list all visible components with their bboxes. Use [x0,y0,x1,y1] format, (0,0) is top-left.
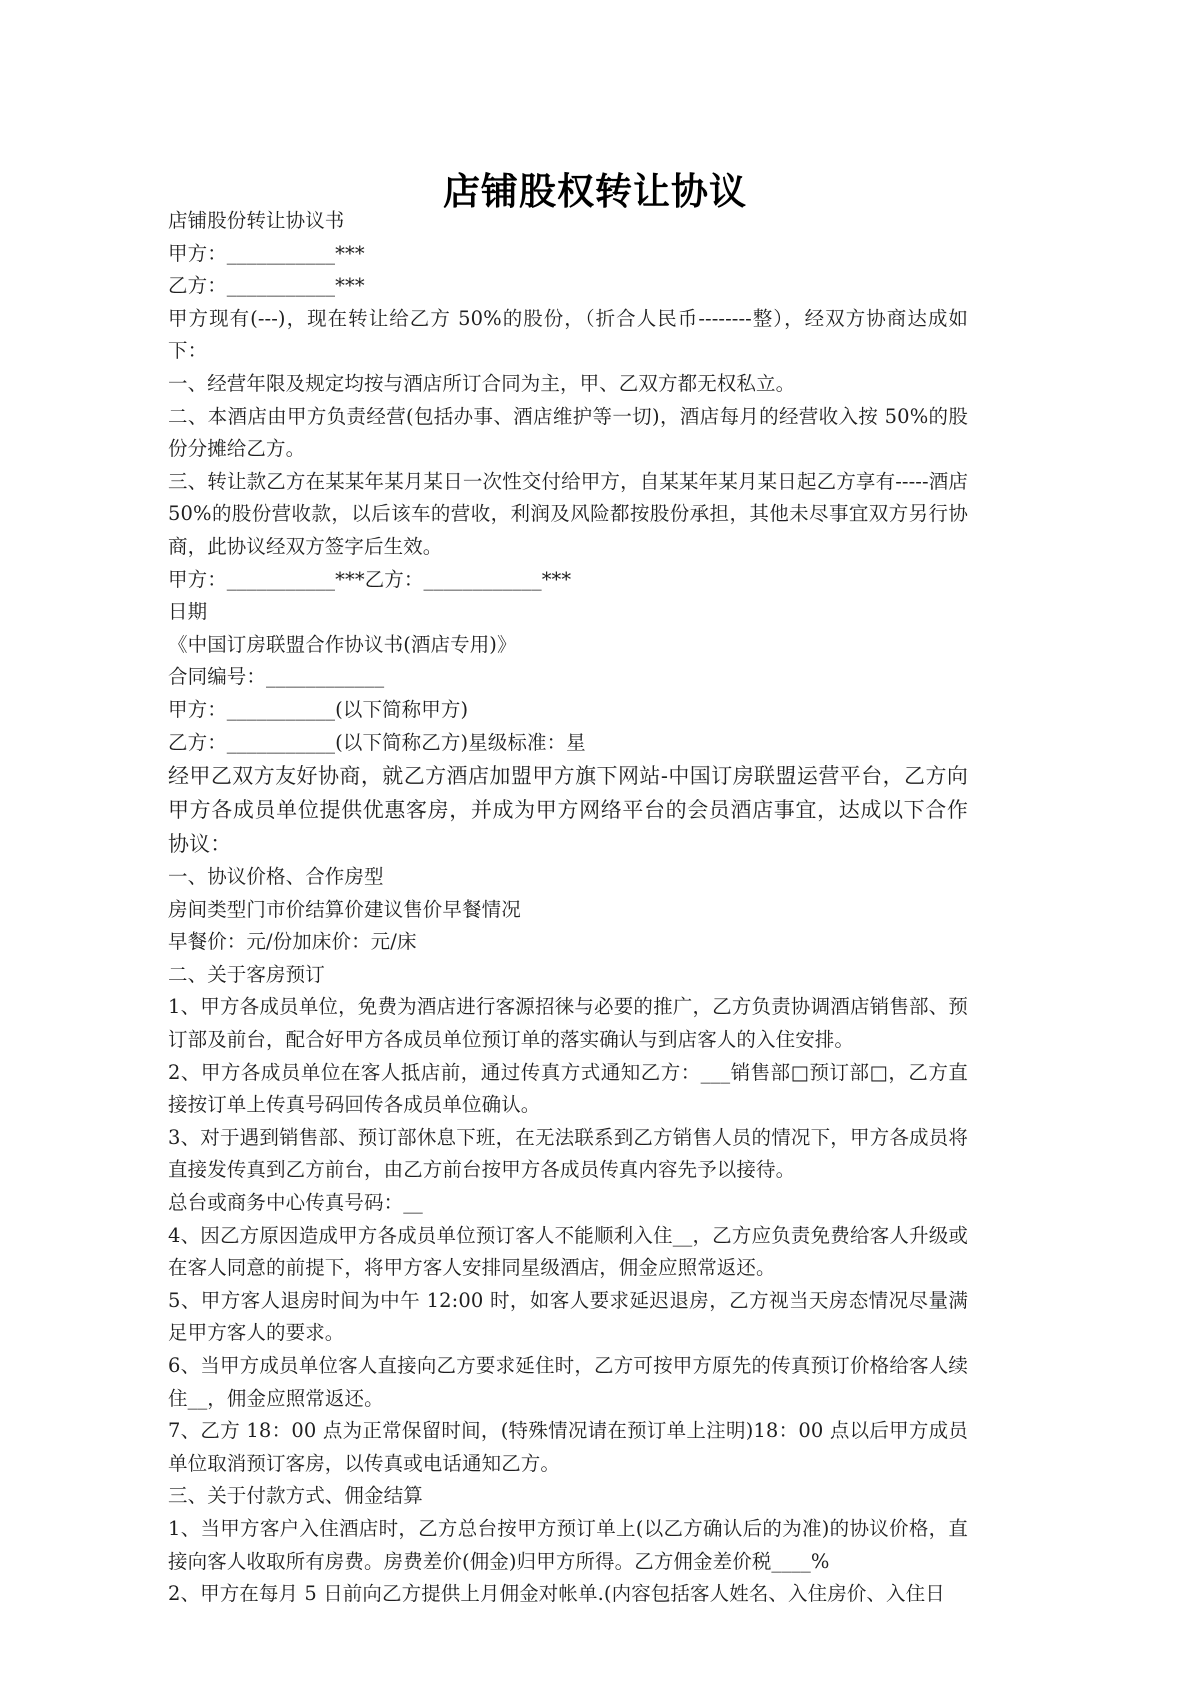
paragraph-clause-one-term: 一、经营年限及规定均按与酒店所订合同为主，甲、乙双方都无权私立。 [168,371,796,395]
paragraph-cooperation-preamble: 经甲乙双方友好协商，就乙方酒店加盟甲方旗下网站-中国订房联盟运营平台，乙方向甲方各成员单位提供优惠客房，并成为甲方网络平台的会员酒店事宜，达成以下合作协议： [168,764,968,857]
page-title: 店铺股权转让协议 [443,168,747,213]
document-body [168,205,968,1611]
paragraph-room-type-columns: 房间类型门市价结算价建议售价早餐情况 [168,897,521,921]
paragraph-signature-both-parties: 甲方：___________***乙方：____________*** [168,567,572,591]
paragraph-front-desk-fax-number: 总台或商务中心传真号码：__ [168,1191,423,1215]
paragraph-booking-item-6: 6、当甲方成员单位客人直接向乙方要求延住时，乙方可按甲方原先的传真预订价格给客人续住__，佣金应照常返还。 [168,1354,968,1410]
paragraph-section-three-heading: 三、关于付款方式、佣金结算 [168,1484,423,1508]
paragraph-clause-three-payment: 三、转让款乙方在某某年某月某日一次性交付给甲方，自某某年某月某日起乙方享有-----酒店 50%的股份营收款，以后该车的营收，利润及风险都按股份承担，其他未尽事宜双方另行协商，此协议经双方签字后生效。 [168,469,968,558]
paragraph-payment-item-2: 2、甲方在每月 5 日前向乙方提供上月佣金对帐单.(内容包括客人姓名、入住房价、入住日 [168,1582,945,1606]
paragraph-booking-item-1: 1、甲方各成员单位，免费为酒店进行客源招徕与必要的推广，乙方负责协调酒店销售部、预订部及前台，配合好甲方各成员单位预订单的落实确认与到店客人的入住安排。 [168,995,968,1052]
paragraph-heading-subtitle: 店铺股份转让协议书 [168,209,345,232]
paragraph-clause-two-operation: 二、本酒店由甲方负责经营(包括办事、酒店维护等一切)，酒店每月的经营收入按 50%的股份分摊给乙方。 [168,404,968,461]
paragraph-second-agreement-title: 《中国订房联盟合作协议书(酒店专用)》 [168,632,517,656]
paragraph-booking-item-4: 4、因乙方原因造成甲方各成员单位预订客人不能顺利入住__，乙方应负责免费给客人升级或在客人同意的前提下，将甲方客人安排同星级酒店，佣金应照常返还。 [168,1223,968,1280]
paragraph-booking-item-5: 5、甲方客人退房时间为中午 12:00 时，如客人要求延迟退房，乙方视当天房态情况尽量满足甲方客人的要求。 [168,1288,968,1345]
paragraph-booking-item-2: 2、甲方各成员单位在客人抵店前，通过传真方式通知乙方：___销售部□预订部□，乙方直接按订单上传真号码回传各成员单位确认。 [168,1060,968,1117]
paragraph-party-b-signature-top: 乙方：___________*** [168,274,365,298]
paragraph-contract-number: 合同编号：____________ [168,665,385,689]
paragraph-party-a-definition: 甲方：___________(以下简称甲方) [168,697,469,721]
paragraph-party-a-signature-top: 甲方：___________*** [168,241,365,265]
paragraph-date-label: 日期 [168,600,208,624]
paragraph-payment-item-1: 1、当甲方客户入住酒店时，乙方总台按甲方预订单上(以乙方确认后的为准)的协议价格，直接向客人收取所有房费。房费差价(佣金)归甲方所得。乙方佣金差价税____% [168,1516,968,1573]
paragraph-booking-item-3: 3、对于遇到销售部、预订部休息下班，在无法联系到乙方销售人员的情况下，甲方各成员将直接发传真到乙方前台，由乙方前台按甲方各成员传真内容先予以接待。 [168,1125,968,1182]
paragraph-breakfast-price: 早餐价：元/份加床价：元/床 [168,930,417,954]
paragraph-share-transfer-intro: 甲方现有(---)，现在转让给乙方 50%的股份，（折合人民币--------整），经双方协商达成如下： [168,306,968,363]
paragraph-booking-item-7: 7、乙方 18：00 点为正常保留时间，(特殊情况请在预订单上注明)18：00 点以后甲方成员单位取消预订客房，以传真或电话通知乙方。 [168,1419,968,1475]
paragraph-section-two-heading: 二、关于客房预订 [168,962,325,986]
paragraph-section-one-heading: 一、协议价格、合作房型 [168,865,384,889]
paragraph-party-b-definition: 乙方：___________(以下简称乙方)星级标准：星 [168,730,586,754]
